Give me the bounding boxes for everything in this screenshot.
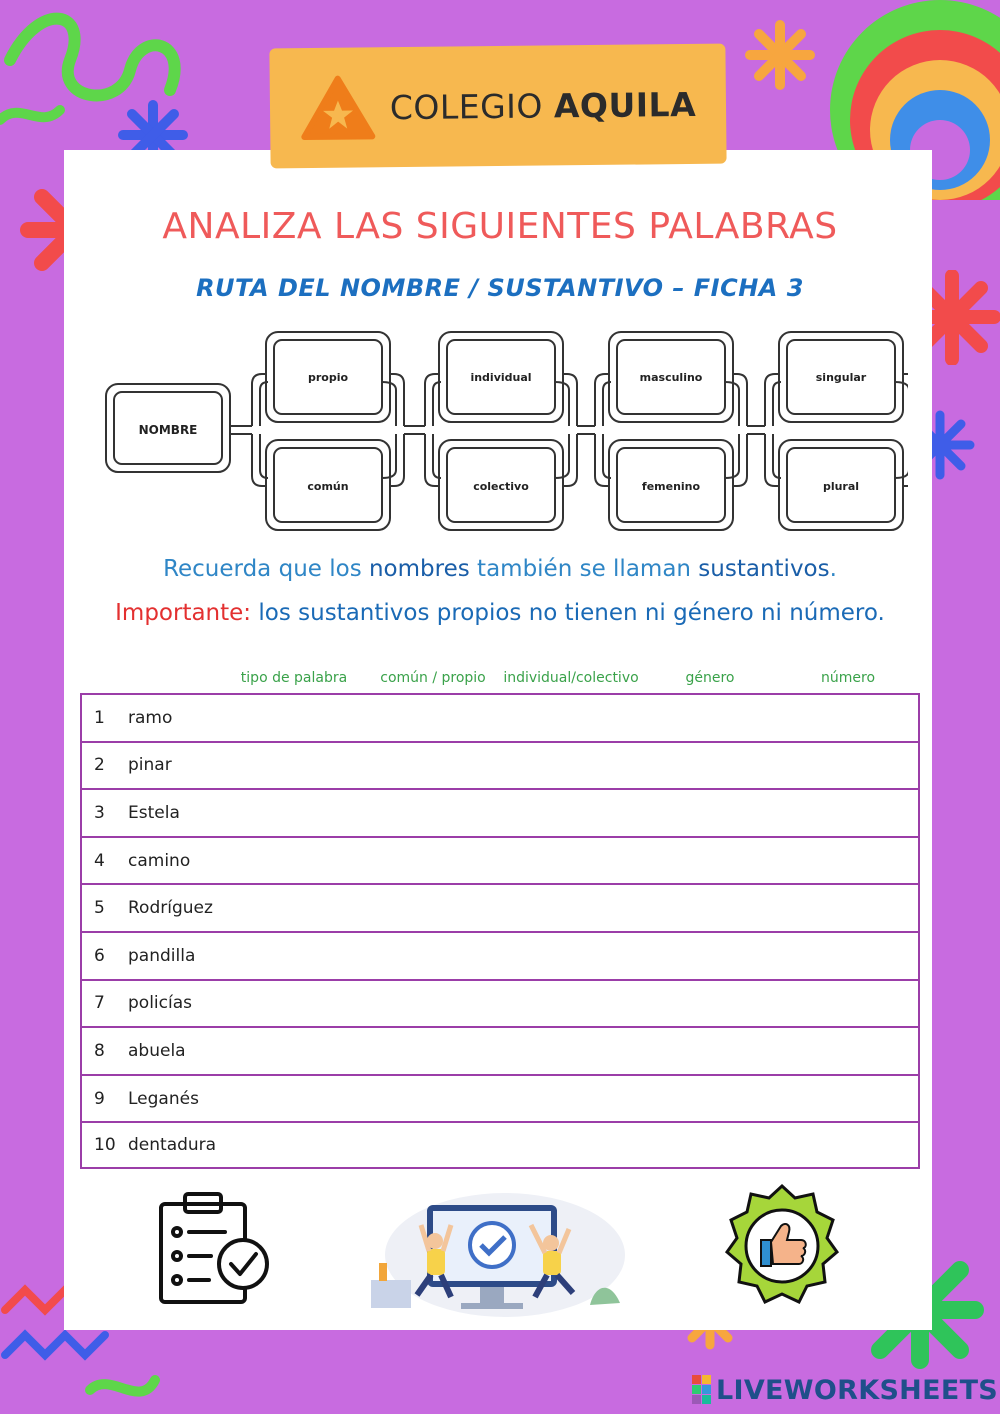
diagram-label-top: masculino	[639, 371, 703, 384]
liveworksheets-logo-icon	[692, 1375, 712, 1405]
col-header-tipo: tipo de palabra	[240, 670, 348, 686]
celebration-illustration-icon	[365, 1185, 635, 1320]
diagram-group-masculino-femenino	[595, 332, 765, 530]
table-row[interactable]: 7 policías	[80, 979, 920, 1027]
diagram-group-individual-colectivo	[425, 332, 595, 530]
diagram-group-singular-plural	[765, 332, 908, 530]
note-important-label: Importante:	[115, 600, 252, 626]
table-row[interactable]: 3 Estela	[80, 788, 920, 836]
table-row[interactable]: 4 camino	[80, 836, 920, 884]
school-name: COLEGIO AQUILA	[389, 84, 697, 127]
table-row[interactable]: 1 ramo	[80, 693, 920, 741]
thumbs-up-badge-icon	[715, 1182, 849, 1312]
table-row[interactable]: 6 pandilla	[80, 931, 920, 979]
school-logo-icon	[300, 74, 377, 141]
table-row[interactable]: 5 Rodríguez	[80, 883, 920, 931]
diagram-label-top: propio	[307, 371, 349, 384]
decor-star-orange-top	[745, 20, 815, 90]
table-row[interactable]: 10 dentadura	[80, 1121, 920, 1169]
clipboard-check-icon	[155, 1190, 275, 1308]
school-banner	[269, 44, 726, 169]
noun-route-diagram	[100, 326, 908, 536]
diagram-group-propio-comun	[252, 332, 425, 530]
diagram-label-top: singular	[815, 371, 867, 384]
table-row[interactable]: 9 Leganés	[80, 1074, 920, 1122]
col-header-individual-colectivo: individual/colectivo	[503, 670, 639, 686]
liveworksheets-brand: LIVEWORKSHEETS	[692, 1373, 998, 1407]
diagram-label-bottom: colectivo	[473, 480, 529, 493]
table-row[interactable]: 8 abuela	[80, 1026, 920, 1074]
diagram-label-bottom: plural	[822, 480, 860, 493]
col-header-comun-propio: común / propio	[380, 670, 486, 686]
table-row[interactable]: 2 pinar	[80, 741, 920, 789]
note-line-2: Importante: los sustantivos propios no tienen ni género ni número.	[115, 600, 885, 626]
word-table	[80, 693, 920, 1169]
col-header-numero: número	[820, 670, 876, 686]
page-subtitle: RUTA DEL NOMBRE / SUSTANTIVO – FICHA 3	[196, 274, 804, 302]
diagram-label-top: individual	[470, 371, 532, 384]
diagram-root-label: NOMBRE	[138, 423, 198, 437]
note-line-1: Recuerda que los nombres también se llaman sustantivos.	[163, 556, 837, 582]
diagram-label-bottom: común	[307, 480, 349, 493]
col-header-genero: género	[685, 670, 735, 686]
diagram-label-bottom: femenino	[641, 480, 701, 493]
page-title: ANALIZA LAS SIGUIENTES PALABRAS	[162, 206, 838, 247]
